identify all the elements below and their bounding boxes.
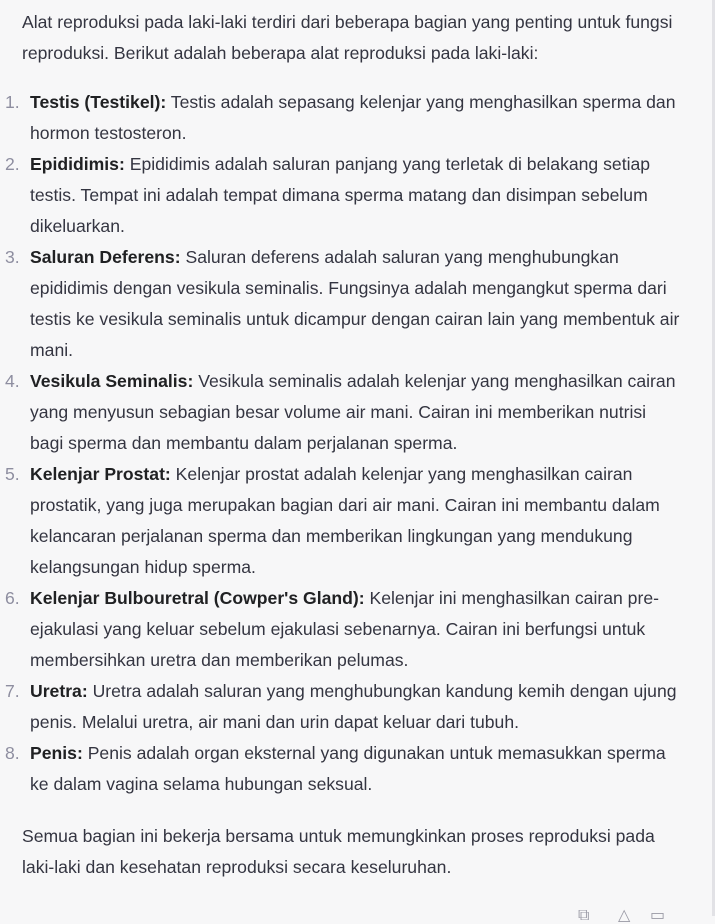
- item-term: Vesikula Seminalis:: [30, 371, 194, 391]
- thumbs-down-icon[interactable]: ▭: [650, 907, 666, 924]
- item-term: Kelenjar Bulbouretral (Cowper's Gland):: [30, 588, 365, 608]
- assistant-message: [5, 7, 684, 883]
- list-number: 1.: [5, 92, 20, 112]
- item-description: Kelenjar ini menghasilkan cairan pre-ejakulasi yang keluar sebelum ejakulasi sebenarnya. Cairan ini berfungsi untuk membersihkan uretra dan memberikan pelumas.: [30, 588, 659, 670]
- list-item: [5, 583, 684, 676]
- list-number: 8.: [5, 743, 20, 763]
- list-item: [5, 87, 684, 149]
- list-number: 2.: [5, 154, 20, 174]
- item-description: Epididimis adalah saluran panjang yang terletak di belakang setiap testis. Tempat ini adalah tempat dimana sperma matang dan disimpan sebelum dikeluarkan.: [30, 154, 651, 236]
- list-number: 6.: [5, 588, 20, 608]
- item-description: Penis adalah organ eksternal yang digunakan untuk memasukkan sperma ke dalam vagina selama hubungan seksual.: [30, 743, 666, 794]
- list-item: [5, 242, 684, 366]
- list-item: [5, 366, 684, 459]
- item-term: Kelenjar Prostat:: [30, 464, 171, 484]
- list-item: [5, 676, 684, 738]
- item-description: Testis adalah sepasang kelenjar yang menghasilkan sperma dan hormon testosteron.: [30, 92, 676, 143]
- closing-paragraph: Semua bagian ini bekerja bersama untuk memungkinkan proses reproduksi pada laki-laki dan kesehatan reproduksi secara keseluruhan.: [22, 826, 655, 877]
- list-number: 4.: [5, 371, 20, 391]
- list-number: 5.: [5, 464, 20, 484]
- thumbs-up-icon[interactable]: △: [618, 907, 631, 924]
- item-term: Epididimis:: [30, 154, 125, 174]
- item-description: Uretra adalah saluran yang menghubungkan kandung kemih dengan ujung penis. Melalui uretra, air mani dan urin dapat keluar dari tubuh.: [30, 681, 677, 732]
- list-item: [5, 149, 684, 242]
- list-number: 7.: [5, 681, 20, 701]
- list-item: [5, 459, 684, 583]
- item-term: Penis:: [30, 743, 83, 763]
- copy-icon[interactable]: ⧉: [578, 907, 590, 924]
- item-description: Kelenjar prostat adalah kelenjar yang menghasilkan cairan prostatik, yang juga merupakan bagian dari air mani. Cairan ini membantu dalam kelancaran perjalanan sperma dan memberikan lingkungan yang mendukung kelangsungan hidup sperma.: [30, 464, 660, 577]
- intro-paragraph: Alat reproduksi pada laki-laki terdiri dari beberapa bagian yang penting untuk fungsi reproduksi. Berikut adalah beberapa alat reproduksi pada laki-laki:: [22, 12, 673, 63]
- reproductive-organs-list: [5, 87, 684, 800]
- item-description: Vesikula seminalis adalah kelenjar yang menghasilkan cairan yang menyusun sebagian besar volume air mani. Cairan ini memberikan nutrisi bagi sperma dan membantu dalam perjalanan sperma.: [30, 371, 676, 453]
- list-item: [5, 738, 684, 800]
- list-number: 3.: [5, 247, 20, 267]
- item-term: Testis (Testikel):: [30, 92, 167, 112]
- item-term: Saluran Deferens:: [30, 247, 181, 267]
- item-term: Uretra:: [30, 681, 88, 701]
- message-actions: [578, 907, 678, 924]
- item-description: Saluran deferens adalah saluran yang menghubungkan epididimis dengan vesikula seminalis. Fungsinya adalah mengangkut sperma dari testis ke vesikula seminalis untuk dicampur dengan cairan lain yang membentuk air mani.: [30, 247, 680, 360]
